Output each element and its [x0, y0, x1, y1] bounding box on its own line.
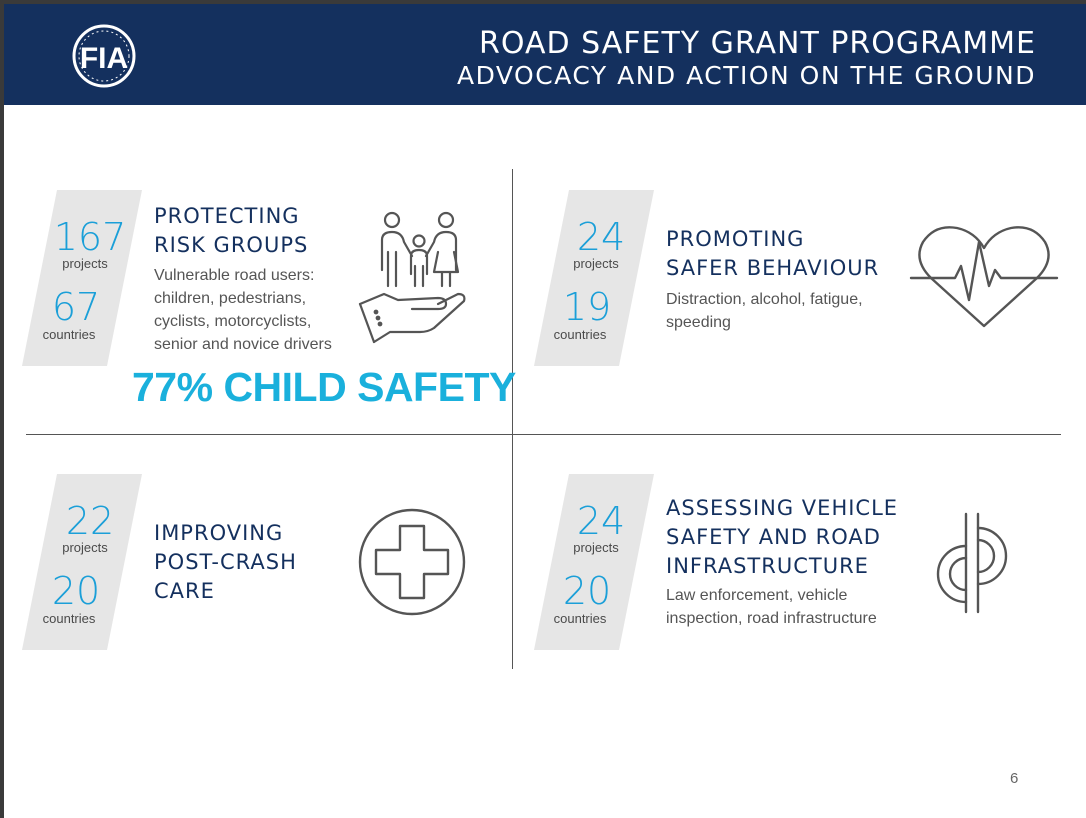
- fia-logo-text: FIA: [79, 42, 129, 75]
- page-title: ROAD SAFETY GRANT PROGRAMME: [479, 26, 1036, 61]
- slide: [4, 4, 1086, 818]
- page-subtitle: ADVOCACY AND ACTION ON THE GROUND: [456, 61, 1036, 90]
- countries-label: countries: [553, 611, 607, 626]
- section-description: Vulnerable road users: children, pedestrians, cyclists, motorcyclists, senior and novice drivers: [154, 267, 332, 353]
- section-title: [666, 225, 879, 283]
- section-title-line: ASSESSING VEHICLE: [666, 496, 899, 520]
- projects-label: projects: [573, 256, 619, 271]
- header-banner: [4, 4, 1086, 105]
- page-number: 6: [1010, 770, 1019, 787]
- projects-count: 22: [65, 499, 115, 543]
- projects-label: projects: [62, 540, 108, 555]
- section-title-line: CARE: [154, 579, 215, 603]
- countries-label: countries: [42, 327, 96, 342]
- child-safety-highlight: 77% CHILD SAFETY: [132, 364, 516, 410]
- section-description: Distraction, alcohol, fatigue, speeding: [666, 291, 863, 331]
- countries-label: countries: [553, 327, 607, 342]
- section-title: [154, 202, 308, 260]
- fia-logo: [56, 24, 152, 88]
- road-interchange-icon: [922, 510, 1032, 618]
- section-title: [154, 519, 297, 606]
- projects-count: 24: [576, 499, 626, 543]
- section-title-line: INFRASTRUCTURE: [666, 554, 869, 578]
- section-title: [666, 494, 898, 581]
- section-title-line: PROMOTING: [666, 227, 805, 251]
- projects-count: 167: [53, 215, 127, 259]
- family-hand-icon: [354, 208, 469, 348]
- section-title-line: SAFER BEHAVIOUR: [666, 256, 880, 280]
- medical-cross-icon: [356, 506, 468, 618]
- section-title-line: IMPROVING: [154, 521, 284, 545]
- countries-count: 20: [51, 569, 101, 613]
- horizontal-divider: [26, 434, 1061, 435]
- projects-count: 24: [576, 215, 626, 259]
- countries-count: 20: [562, 569, 612, 613]
- heartbeat-icon: [909, 222, 1059, 332]
- countries-count: 19: [562, 285, 612, 329]
- section-title-line: SAFETY AND ROAD: [666, 525, 881, 549]
- section-description: Law enforcement, vehicle inspection, road infrastructure: [666, 587, 877, 627]
- section-title-line: PROTECTING: [154, 204, 300, 228]
- section-title-line: POST-CRASH: [154, 550, 297, 574]
- countries-count: 67: [51, 285, 101, 329]
- projects-label: projects: [62, 256, 108, 271]
- countries-label: countries: [42, 611, 96, 626]
- vertical-divider: [512, 169, 513, 669]
- projects-label: projects: [573, 540, 619, 555]
- section-title-line: RISK GROUPS: [154, 233, 309, 257]
